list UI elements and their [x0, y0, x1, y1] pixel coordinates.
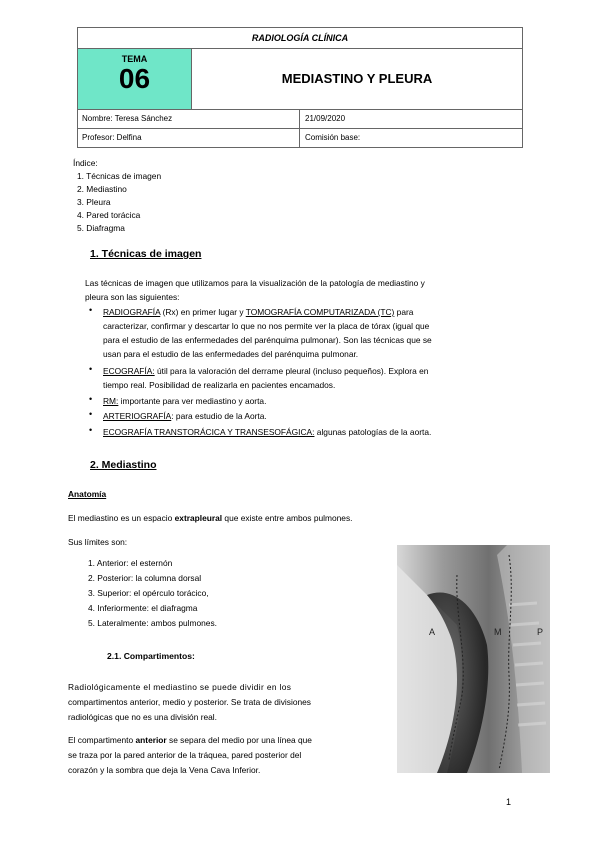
text-span: que existe entre ambos pulmones. — [222, 513, 353, 523]
term-rm: RM: — [103, 396, 119, 406]
text-span: : para estudio de la Aorta. — [171, 411, 267, 421]
bullet-icon: • — [89, 305, 93, 315]
paragraph-line: pleura son las siguientes: — [85, 292, 180, 302]
professor: Profesor: Delfina — [78, 129, 300, 147]
xray-label-a: A — [429, 627, 436, 637]
term-radiografia: RADIOGRAFÍA — [103, 307, 161, 317]
term-tomografia: TOMOGRAFÍA COMPUTARIZADA (TC) — [245, 307, 395, 317]
bullet-icon: • — [89, 425, 93, 435]
text-span: útil para la valoración del derrame pleural (incluso pequeños). Explora en — [154, 366, 429, 376]
index-item: 4. Pared torácica — [77, 210, 141, 220]
limit-item: 2. Posterior: la columna dorsal — [88, 573, 202, 583]
text-span: importante para ver mediastino y aorta. — [118, 396, 267, 406]
author-name: Nombre: Teresa Sánchez — [78, 110, 300, 128]
text-span: algunas patologías de la aorta. — [314, 427, 432, 437]
header-row-name — [78, 110, 522, 128]
course-title: RADIOLOGÍA CLÍNICA — [78, 28, 522, 49]
index-item: 3. Pleura — [77, 197, 111, 207]
index-item: 5. Diafragma — [77, 223, 125, 233]
header-title-row — [78, 49, 522, 110]
limit-item: 3. Superior: el opérculo torácico, — [88, 588, 209, 598]
bullet-item-ecografia-transtoracica — [103, 426, 431, 439]
subsection-anatomia: Anatomía — [68, 489, 107, 499]
bullet-item-rm — [103, 395, 266, 408]
bullet-icon: • — [89, 364, 93, 374]
date: 21/09/2020 — [305, 114, 346, 123]
paragraph-line: se traza por la pared anterior de la tráquea, pared posterior del — [68, 750, 302, 760]
tema-number: 06 — [118, 63, 151, 94]
bullet-icon: • — [89, 394, 93, 404]
paragraph-line: Las técnicas de imagen que utilizamos para la visualización de la patología de mediastino y — [85, 278, 425, 288]
index-item: 2. Mediastino — [77, 184, 127, 194]
limits-intro: Sus límites son: — [68, 537, 128, 547]
paragraph-mediastino — [68, 512, 352, 525]
paragraph-line: usan para el estudio de las enfermedades del parénquima pulmonar. — [103, 349, 359, 359]
text-span: para — [394, 307, 414, 317]
paragraph-line: para el estudio de las enfermedades del parénquima pulmonar). Son las técnicas que se — [103, 335, 432, 345]
header-row-professor — [78, 128, 522, 147]
text-span: El mediastino es un espacio — [68, 513, 175, 523]
limit-item: 4. Inferiormente: el diafragma — [88, 603, 198, 613]
paragraph-compartimento-anterior — [68, 734, 312, 747]
chest-xray-image — [397, 545, 550, 773]
section-heading: 1. Técnicas de imagen — [90, 248, 202, 260]
paragraph-line: caracterizar, confirmar y descartar lo que no nos permite ver la placa de tórax (igual que — [103, 321, 430, 331]
paragraph-line: radiológicas que no es una división real. — [68, 712, 217, 722]
paragraph-line: tiempo real. Posibilidad de realizarla en pacientes encamados. — [103, 380, 336, 390]
bullet-icon: • — [89, 409, 93, 419]
commission: Comisión base: — [305, 133, 361, 142]
paragraph-line: Radiológicamente el mediastino se puede dividir en los — [68, 682, 292, 692]
term-ecografia: ECOGRAFÍA: — [103, 366, 155, 376]
paragraph-line: compartimentos anterior, medio y posterior. Se trata de divisiones — [68, 697, 311, 707]
paragraph-line: corazón y la sombra que deja la Vena Cava Inferior. — [68, 765, 261, 775]
xray-label-p: P — [537, 627, 544, 637]
text-span: (Rx) en primer lugar y — [160, 307, 246, 317]
text-span: se separa del medio por una línea que — [166, 735, 312, 745]
limit-item: 5. Lateralmente: ambos pulmones. — [88, 618, 217, 628]
index-label: Índice: — [73, 158, 98, 168]
term-extrapleural: extrapleural — [174, 513, 223, 523]
header-table — [77, 27, 523, 148]
xray-drawing — [397, 545, 550, 773]
bullet-item-ecografia — [103, 365, 428, 378]
page-title: MEDIASTINO Y PLEURA — [281, 71, 433, 86]
bullet-item-radiografia — [103, 306, 498, 319]
tema-box — [78, 49, 192, 109]
term-ecografia-transtoracica: ECOGRAFÍA TRANSTORÁCICA Y TRANSESOFÁGICA: — [103, 427, 315, 437]
limit-item: 1. Anterior: el esternón — [88, 558, 173, 568]
term-arteriografia: ARTERIOGRAFÍA — [103, 411, 172, 421]
tema-label: TEMA — [121, 54, 148, 64]
page-number: 1 — [506, 797, 512, 807]
text-span: El compartimento — [68, 735, 136, 745]
xray-label-m: M — [494, 627, 502, 637]
index-item: 1. Técnicas de imagen — [77, 171, 162, 181]
bullet-item-arteriografia — [103, 410, 267, 423]
subsection-heading: 2.1. Compartimentos: — [107, 651, 195, 661]
section-heading: 2. Mediastino — [90, 459, 157, 471]
term-anterior: anterior — [135, 735, 167, 745]
